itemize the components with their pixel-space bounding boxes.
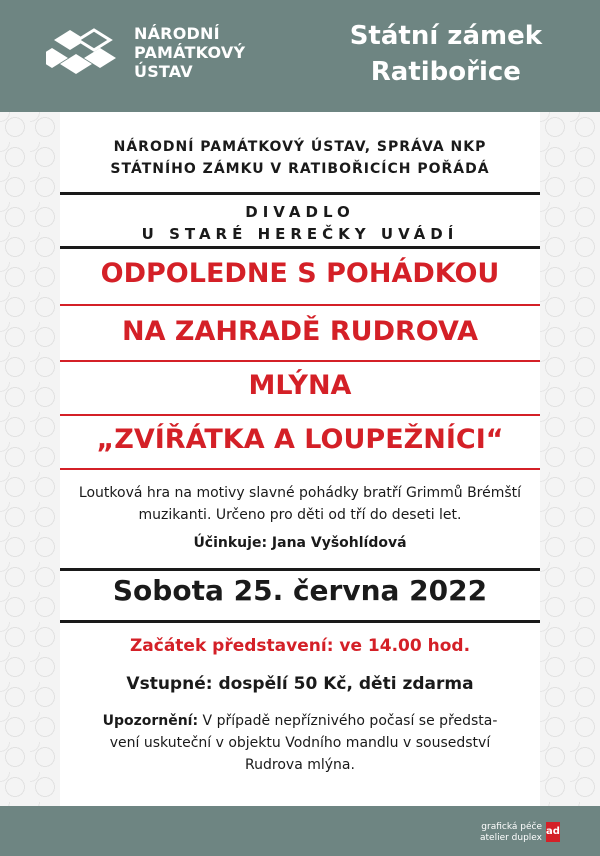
notice-label: Upozornění:	[102, 713, 199, 729]
description-line: Loutková hra na motivy slavné pohádky bratří Grimmů Brémští	[78, 485, 522, 501]
ornament-border-left	[0, 112, 60, 806]
castle-name-line: Ratibořice	[370, 57, 521, 87]
divider-rule-red	[60, 304, 540, 306]
weather-notice	[60, 710, 540, 776]
header-bar	[0, 0, 600, 112]
footer-bar	[0, 806, 600, 856]
divider-rule	[60, 246, 540, 249]
org-name	[134, 24, 245, 81]
theatre-line: DIVADLO	[245, 203, 355, 221]
divider-rule	[60, 192, 540, 195]
notice-line	[60, 710, 540, 732]
divider-rule	[60, 568, 540, 571]
notice-line: Rudrova mlýna.	[245, 757, 355, 773]
show-title-line: NA ZAHRADĚ RUDROVA	[121, 316, 478, 347]
castle-name-line: Státní zámek	[349, 21, 542, 51]
notice-line: vení uskuteční v objektu Vodního mandlu v sousedství	[109, 735, 491, 751]
credit-line: grafická péče	[481, 822, 542, 832]
theatre-intro	[60, 201, 540, 245]
org-name-line: ÚSTAV	[134, 62, 193, 81]
ornament-border-right	[540, 112, 600, 806]
castle-name	[350, 18, 542, 90]
show-title-line: MLÝNA	[248, 370, 352, 401]
notice-text: V případě nepříznivého počasí se předsta-	[198, 713, 498, 729]
poster-content	[60, 112, 540, 806]
theatre-line: U STARÉ HEREČKY UVÁDÍ	[141, 225, 459, 243]
show-title-line: „ZVÍŘÁTKA A LOUPEŽNÍCI“	[96, 424, 504, 455]
intro-line: STÁTNÍHO ZÁMKU V RATIBOŘICÍCH POŘÁDÁ	[110, 161, 490, 177]
npu-logo-icon	[46, 28, 118, 76]
design-credit	[480, 822, 542, 844]
description-line: muzikanti. Určeno pro děti od tří do deseti let.	[138, 507, 462, 523]
start-time: Začátek představení: ve 14.00 hod.	[129, 636, 471, 656]
divider-rule-red	[60, 468, 540, 470]
event-date: Sobota 25. června 2022	[112, 574, 488, 607]
credit-line: atelier duplex	[479, 833, 542, 843]
intro-line: NÁRODNÍ PAMÁTKOVÝ ÚSTAV, SPRÁVA NKP	[113, 139, 487, 155]
performer: Účinkuje: Jana Vyšohlídová	[193, 535, 407, 551]
divider-rule-red	[60, 414, 540, 416]
org-name-line: PAMÁTKOVÝ	[134, 43, 246, 62]
org-name-line: NÁRODNÍ	[134, 24, 220, 43]
show-description	[60, 482, 540, 526]
admission-price: Vstupné: dospělí 50 Kč, děti zdarma	[126, 674, 474, 694]
atelier-duplex-logo-icon: ad	[546, 822, 560, 842]
divider-rule	[60, 620, 540, 623]
divider-rule-red	[60, 360, 540, 362]
show-title-line: ODPOLEDNE S POHÁDKOU	[100, 258, 500, 289]
organizer-intro	[60, 136, 540, 180]
